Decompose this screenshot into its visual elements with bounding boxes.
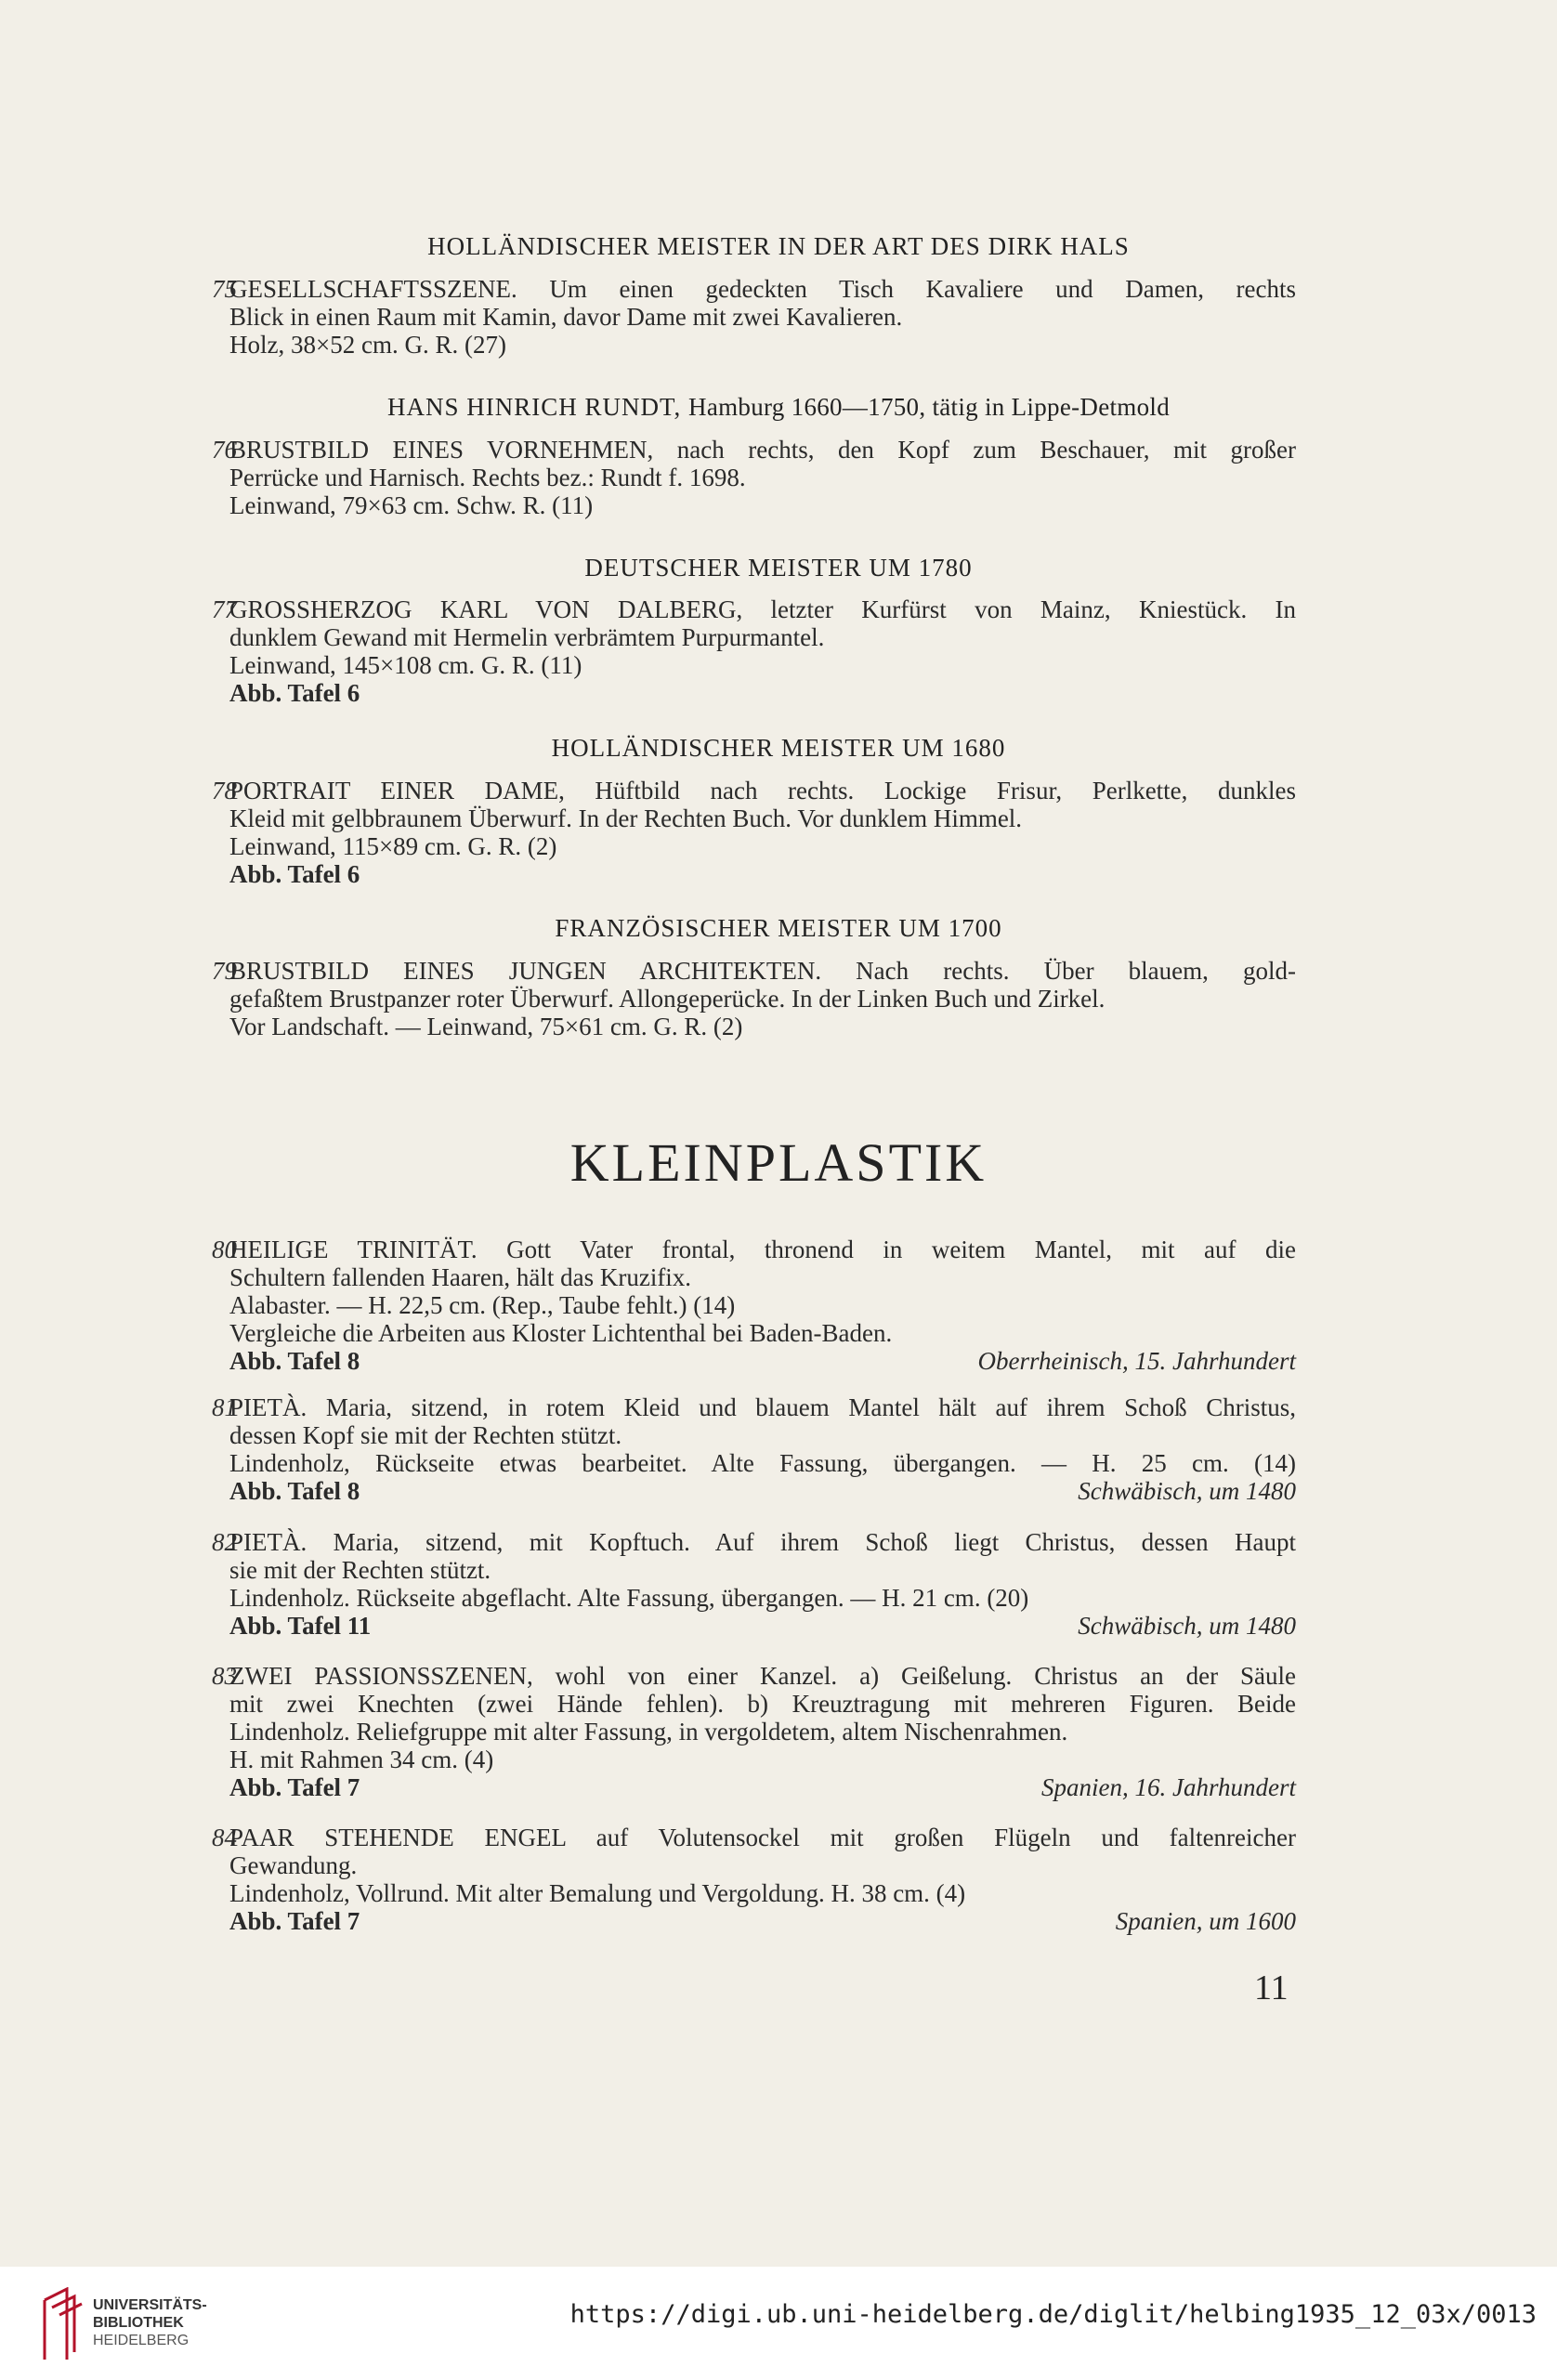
entry-line: sie mit der Rechten stützt. [229,1556,491,1584]
entry-line: dunklem Gewand mit Hermelin verbrämtem Purpurmantel. [229,623,825,651]
heading-franzoesischer-meister: FRANZÖSISCHER MEISTER UM 1700 [555,914,1002,942]
entry-83 [229,1662,1296,1801]
plate-reference: Abb. Tafel 7 [229,1907,360,1935]
entry-footer-row [229,1907,1296,1935]
entry-line: gefaßtem Brustpanzer roter Überwurf. Allongeperücke. In der Linken Buch und Zirkel. [229,985,1106,1013]
entry-line: Leinwand, 79×63 cm. Schw. R. (11) [229,491,594,519]
entry-84 [229,1824,1296,1935]
entry-line: GROSSHERZOG KARL VON DALBERG, letzter Kurfürst von Mainz, Kniestück. In [229,595,1296,623]
entry-line: Vor Landschaft. — Leinwand, 75×61 cm. G. R. (2) [229,1013,743,1040]
entry-line: Lindenholz. Reliefgruppe mit alter Fassung, in vergoldetem, altem Nischenrahmen. [229,1718,1068,1746]
origin-date: Schwäbisch, um 1480 [1078,1477,1296,1505]
permalink-url[interactable]: https://digi.ub.uni-heidelberg.de/diglit/helbing1935_12_03x/0013 [569,2300,1537,2329]
plate-reference: Abb. Tafel 8 [229,1477,360,1505]
section-title: KLEINPLASTIK [569,1132,988,1193]
entry-line: Alabaster. — H. 22,5 cm. (Rep., Taube fehlt.) (14) [229,1291,736,1319]
university-library-logo-icon [39,2287,84,2361]
entry-line: Gewandung. [229,1851,358,1879]
page-number: 11 [1254,1968,1289,2007]
heading-deutscher-meister: DEUTSCHER MEISTER UM 1780 [584,554,973,582]
origin-date: Oberrheinisch, 15. Jahrhundert [977,1347,1296,1375]
entry-82 [229,1528,1296,1640]
entry-line: Holz, 38×52 cm. G. R. (27) [229,331,506,359]
entry-line: Perrücke und Harnisch. Rechts bez.: Rundt f. 1698. [229,464,746,491]
library-line: BIBLIOTHEK [93,2315,184,2331]
entry-line: BRUSTBILD EINES JUNGEN ARCHITEKTEN. Nach rechts. Über blauem, gold- [229,957,1296,985]
entry-line: H. mit Rahmen 34 cm. (4) [229,1746,494,1773]
entry-number: 76 [212,436,237,464]
entry-line: HEILIGE TRINITÄT. Gott Vater frontal, thronend in weitem Mantel, mit auf die [229,1236,1296,1263]
entry-line: Leinwand, 145×108 cm. G. R. (11) [229,651,582,679]
plate-reference: Abb. Tafel 7 [229,1773,360,1801]
entry-line: PAAR STEHENDE ENGEL auf Volutensockel mit großen Flügeln und faltenreicher [229,1824,1296,1851]
entry-number: 81 [212,1393,237,1421]
entry-78 [229,777,1296,888]
entry-line: mit zwei Knechten (zwei Hände fehlen). b) Kreuztragung mit mehreren Figuren. Beide [229,1690,1296,1718]
entry-line: GESELLSCHAFTSSZENE. Um einen gedeckten Tisch Kavaliere und Damen, rechts [229,275,1296,303]
entry-76 [229,436,1296,519]
entry-line: Lindenholz, Rückseite etwas bearbeitet. Alte Fassung, übergangen. — H. 25 cm. (14) [229,1449,1296,1477]
entry-line: PORTRAIT EINER DAME, Hüftbild nach rechts. Lockige Frisur, Perlkette, dunkles [229,777,1296,804]
entry-footer-row [229,1477,1296,1505]
entry-line: PIETÀ. Maria, sitzend, in rotem Kleid und blauem Mantel hält auf ihrem Schoß Christus, [229,1393,1296,1421]
heading-rundt [0,393,1557,422]
entry-line: BRUSTBILD EINES VORNEHMEN, nach rechts, den Kopf zum Beschauer, mit großer [229,436,1296,464]
origin-date: Spanien, um 1600 [1115,1907,1296,1935]
entry-line: Kleid mit gelbbraunem Überwurf. In der Rechten Buch. Vor dunklem Himmel. [229,804,1023,832]
library-line: UNIVERSITÄTS- [93,2297,207,2313]
plate-reference: Abb. Tafel 6 [229,679,360,707]
entry-footer-row [229,1347,1296,1375]
origin-date: Schwäbisch, um 1480 [1078,1612,1296,1640]
entry-line: dessen Kopf sie mit der Rechten stützt. [229,1421,622,1449]
heading-artist-name: HANS HINRICH RUNDT, [387,393,682,421]
origin-date: Spanien, 16. Jahrhundert [1041,1773,1296,1801]
entry-line: Leinwand, 115×89 cm. G. R. (2) [229,832,557,860]
entry-77 [229,595,1296,707]
entry-line: Schultern fallenden Haaren, hält das Kruzifix. [229,1263,692,1291]
entry-number: 77 [212,595,237,623]
entry-line: Lindenholz, Vollrund. Mit alter Bemalung und Vergoldung. H. 38 cm. (4) [229,1879,966,1907]
entry-line: Lindenholz. Rückseite abgeflacht. Alte Fassung, übergangen. — H. 21 cm. (20) [229,1584,1029,1612]
entry-80 [229,1236,1296,1375]
entry-75 [229,275,1296,359]
entry-footer-row [229,1612,1296,1640]
heading-dirk-hals: HOLLÄNDISCHER MEISTER IN DER ART DES DIRK HALS [427,232,1130,260]
plate-reference: Abb. Tafel 8 [229,1347,360,1375]
entry-number: 82 [212,1528,237,1556]
entry-number: 80 [212,1236,237,1263]
library-line: HEIDELBERG [93,2333,190,2348]
entry-footer-row [229,1773,1296,1801]
plate-reference: Abb. Tafel 6 [229,860,360,888]
library-name [93,2296,207,2349]
entry-line: Blick in einen Raum mit Kamin, davor Dame mit zwei Kavalieren. [229,303,903,331]
entry-line: ZWEI PASSIONSSZENEN, wohl von einer Kanzel. a) Geißelung. Christus an der Säule [229,1662,1296,1690]
plate-reference: Abb. Tafel 11 [229,1612,372,1640]
entry-number: 78 [212,777,237,804]
entry-81 [229,1393,1296,1505]
entry-79 [229,957,1296,1040]
entry-line: PIETÀ. Maria, sitzend, mit Kopftuch. Auf ihrem Schoß liegt Christus, dessen Haupt [229,1528,1296,1556]
entry-number: 75 [212,275,237,303]
entry-line: Vergleiche die Arbeiten aus Kloster Lichtenthal bei Baden-Baden. [229,1319,893,1347]
entry-number: 84 [212,1824,237,1851]
heading-hollaendischer-meister: HOLLÄNDISCHER MEISTER UM 1680 [551,734,1006,762]
heading-artist-dates: Hamburg 1660—1750, tätig in Lippe-Detmold [688,393,1170,421]
entry-number: 79 [212,957,237,985]
entry-number: 83 [212,1662,237,1690]
